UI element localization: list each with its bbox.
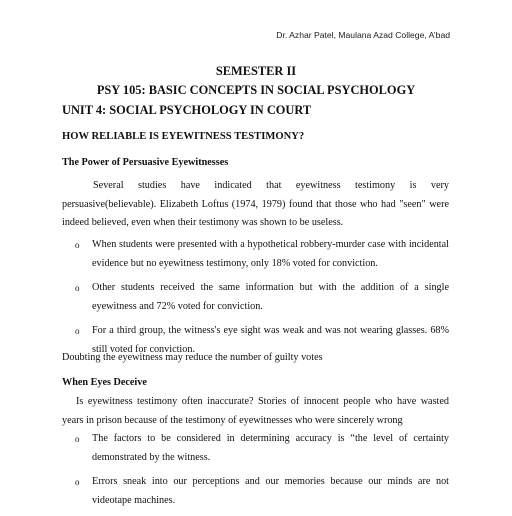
- paragraph-persuasive: Several studies have indicated that eyewitness testimony is very persuasive(believable). Elizabeth Loftus (1974, 1979) found that those who had "seen" were indeed believed, even when their testimony was shown to be useless.: [62, 180, 449, 228]
- list-item-text: The factors to be considered in determining accuracy is “the level of certainty demonstrated by the witness.: [92, 433, 449, 463]
- list-item: [62, 236, 449, 273]
- list-item-text: Errors sneak into our perceptions and our memories because our minds are not videotape machines.: [92, 476, 449, 506]
- closing-sentence: Doubting the eyewitness may reduce the number of guilty votes: [62, 352, 323, 363]
- list-item: [62, 279, 449, 316]
- list-item-text: Other students received the same information but with the addition of a single eyewitness and 72% voted for conviction.: [92, 282, 449, 312]
- bullet-list-persuasive: [62, 236, 449, 365]
- list-item-text: When students were presented with a hypothetical robbery-murder case with incidental evidence but no eyewitness testimony, only 18% voted for conviction.: [92, 239, 449, 269]
- section-heading-eyes-deceive: When Eyes Deceive: [62, 377, 147, 388]
- list-item: [62, 473, 449, 510]
- bullet-marker: o: [75, 434, 80, 444]
- list-item-text: For a third group, the witness's eye sight was weak and was not wearing glasses. 68% still voted for conviction.: [92, 325, 449, 355]
- bullet-marker: o: [75, 326, 80, 336]
- bullet-list-eyes-deceive: [62, 430, 449, 516]
- bullet-marker: o: [75, 240, 80, 250]
- paragraph-eyes-deceive: Is eyewitness testimony often inaccurate? Stories of innocent people who have wasted years in prison because of the testimony of eyewitnesses who were sincerely wrong: [62, 396, 449, 426]
- question-heading: HOW RELIABLE IS EYEWITNESS TESTIMONY?: [62, 131, 305, 142]
- section-heading-persuasive: The Power of Persuasive Eyewitnesses: [62, 157, 229, 168]
- list-item: [62, 430, 449, 467]
- author-header: Dr. Azhar Patel, Maulana Azad College, A’bad: [276, 30, 450, 40]
- unit-title: UNIT 4: SOCIAL PSYCHOLOGY IN COURT: [62, 103, 312, 117]
- bullet-marker: o: [75, 477, 80, 487]
- course-title: PSY 105: BASIC CONCEPTS IN SOCIAL PSYCHOLOGY: [96, 83, 416, 97]
- semester-title: SEMESTER II: [215, 64, 297, 78]
- bullet-marker: o: [75, 283, 80, 293]
